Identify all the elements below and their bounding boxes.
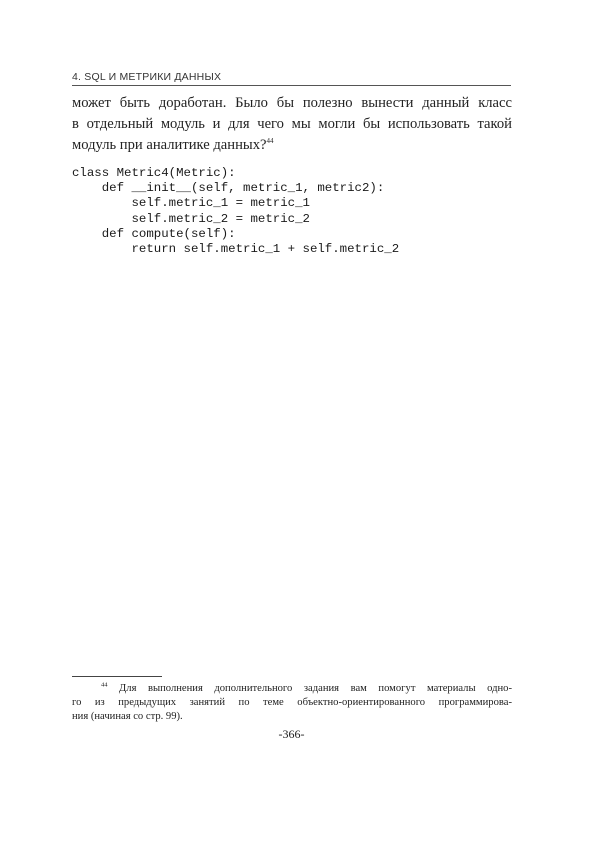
code-line: self.metric_2 = metric_2 xyxy=(72,211,310,226)
footnote-reference: 44 xyxy=(266,137,274,146)
footnote-marker: 44 xyxy=(101,681,108,689)
code-line: def compute(self): xyxy=(72,226,236,241)
footnote-line: го из предыдущих занятий по теме объектно-ориентированного программирова- xyxy=(72,697,512,708)
code-line: class Metric4(Metric): xyxy=(72,166,236,180)
code-block xyxy=(72,166,399,257)
running-header-title: 4. SQL И МЕТРИКИ ДАННЫХ xyxy=(72,71,222,83)
footnote-text: Для выполнения дополнительного задания вам помогут материалы одно- xyxy=(107,683,512,694)
body-line-last xyxy=(72,135,512,156)
body-paragraph xyxy=(72,93,512,156)
body-line: может быть доработан. Было бы полезно вынести данный класс xyxy=(72,95,512,111)
running-header xyxy=(72,71,511,86)
footnote-divider xyxy=(72,676,162,677)
footnote-line: ния (начиная со стр. 99). xyxy=(72,711,183,722)
footnote xyxy=(72,682,512,724)
body-line-text: модуль при аналитике данных? xyxy=(72,137,267,153)
footnote-line xyxy=(72,682,512,696)
code-line: self.metric_1 = metric_1 xyxy=(72,196,310,211)
body-line: в отдельный модуль и для чего мы могли бы использовать такой xyxy=(72,116,512,132)
code-line: def __init__(self, metric_1, metric2): xyxy=(72,181,385,196)
code-line: return self.metric_1 + self.metric_2 xyxy=(72,242,400,257)
page-number: -366- xyxy=(278,727,305,741)
